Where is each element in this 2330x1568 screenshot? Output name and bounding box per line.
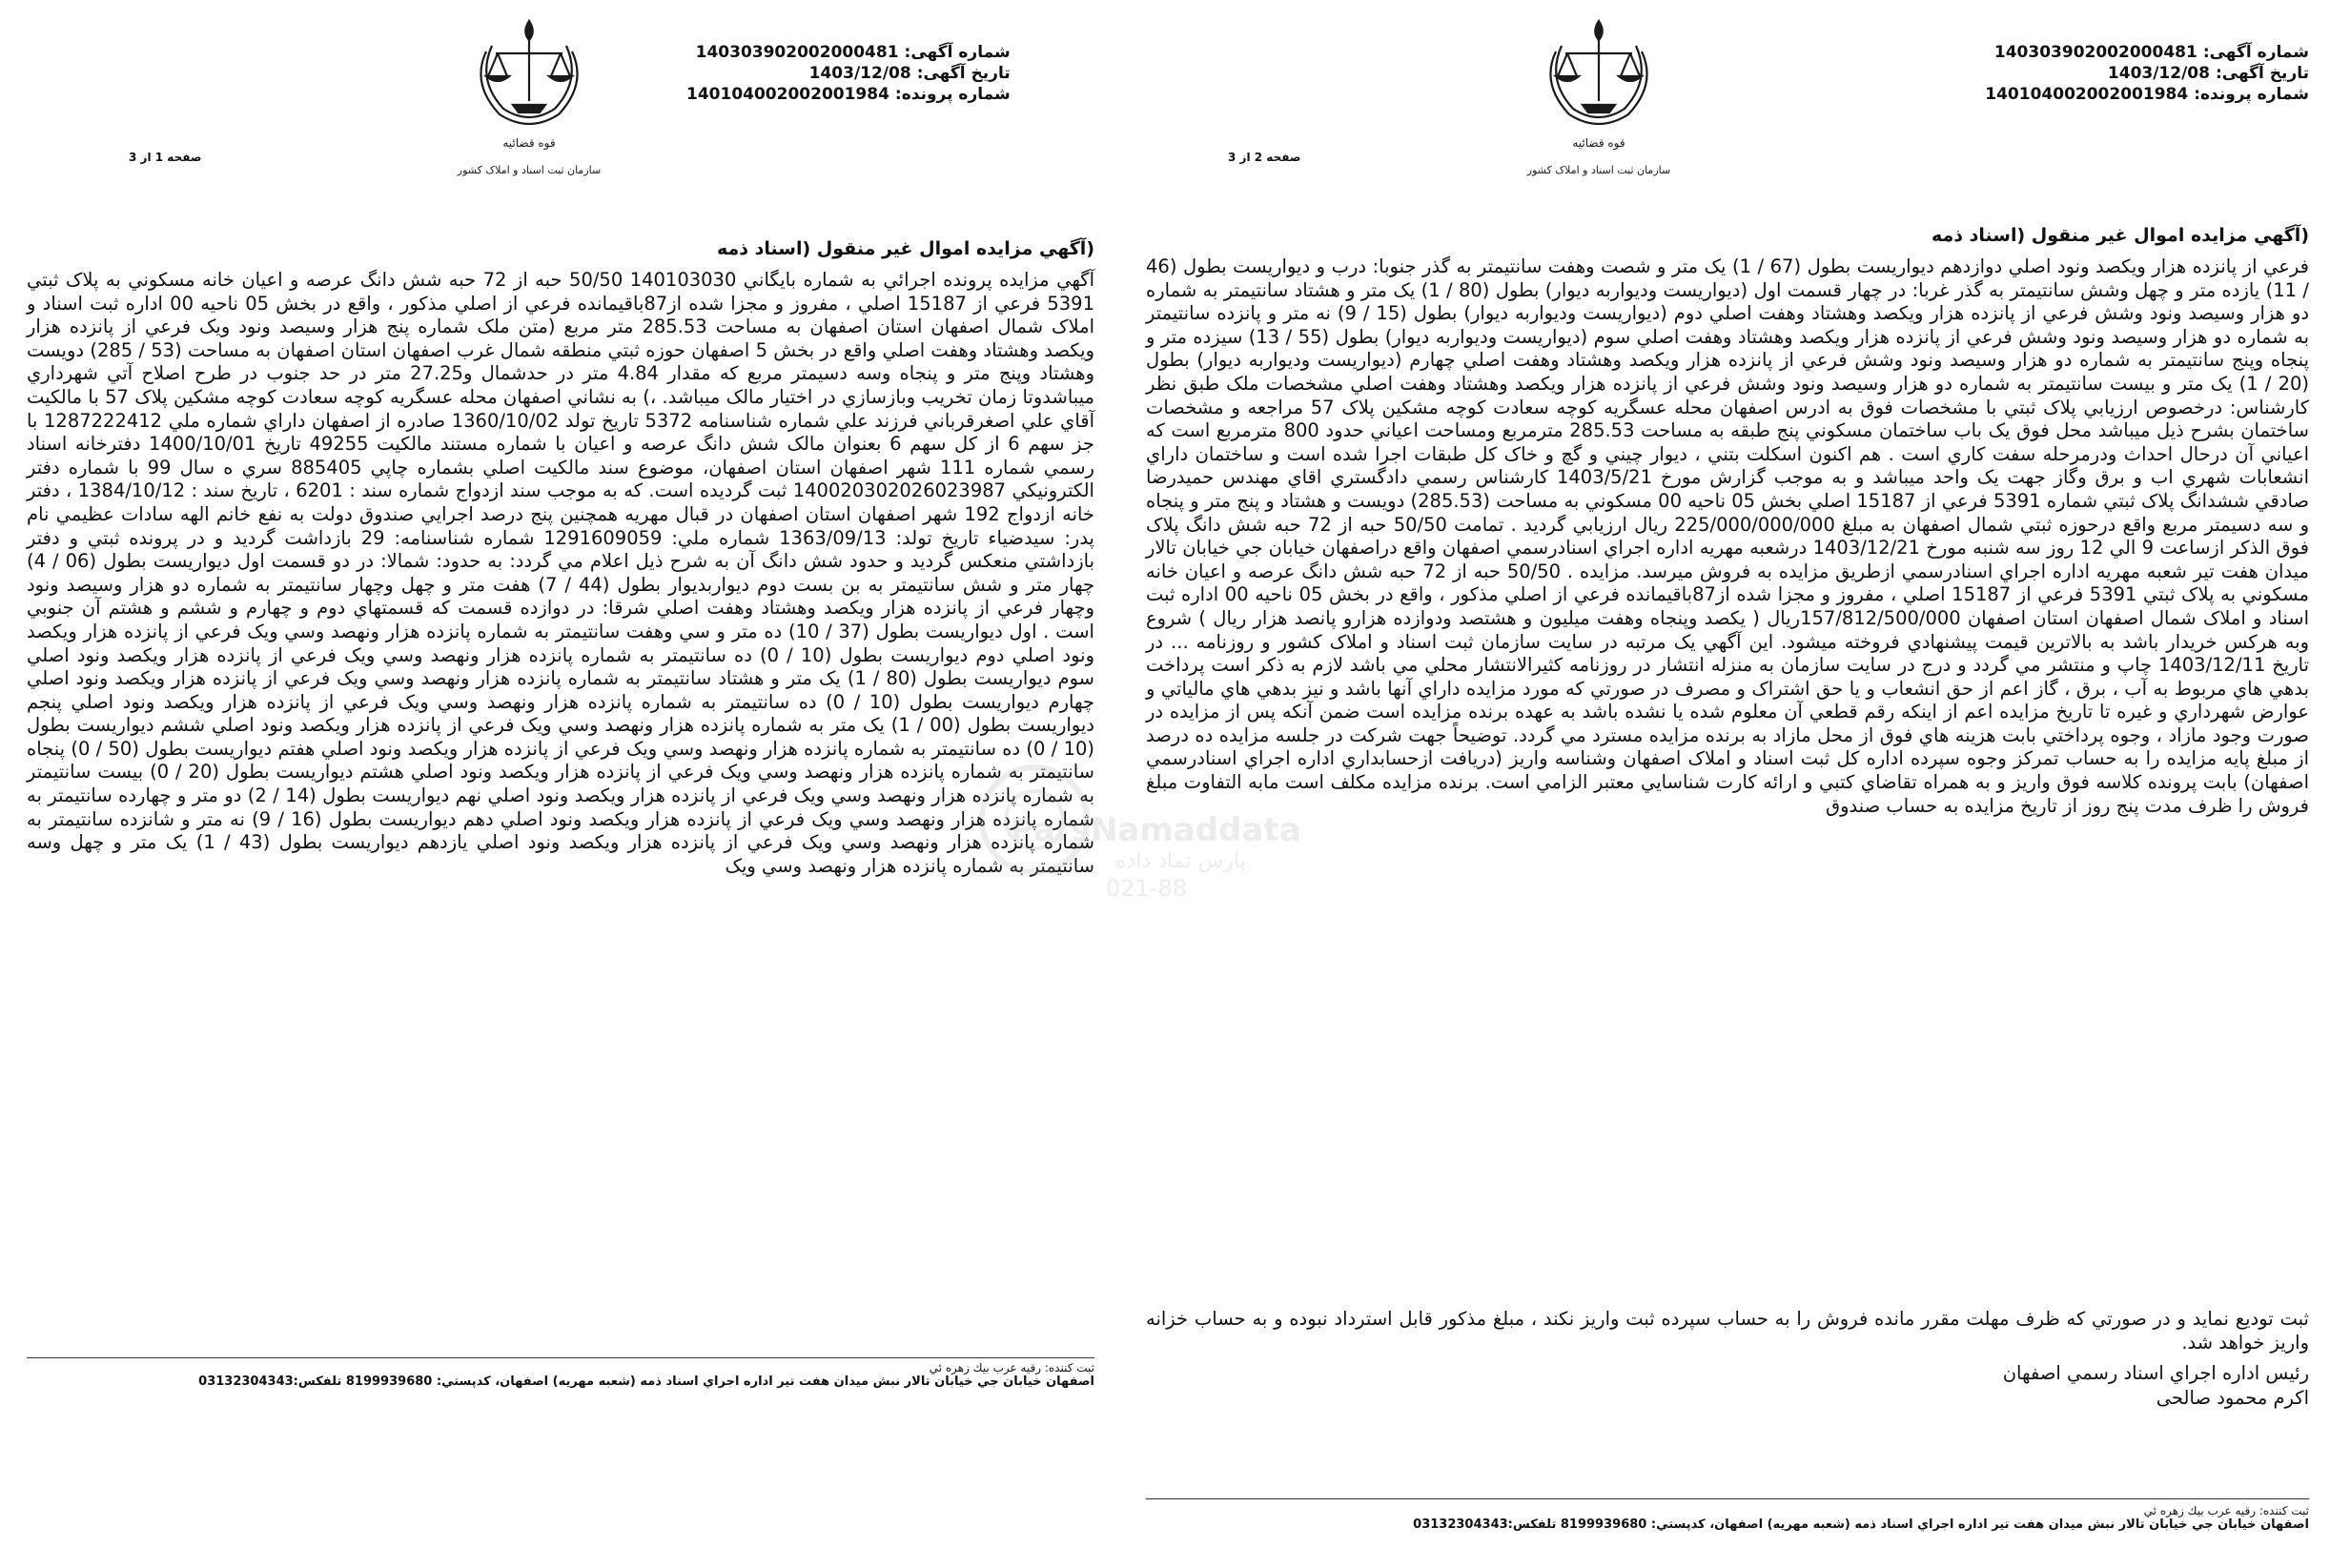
footer-registrar: ثبت كننده: رقيه عرب بيك زهره ئي xyxy=(2143,1504,2309,1517)
footer-address: اصفهان خيابان جي خيابان تالار نبش ميدان هفت تير اداره اجراي اسناد ذمه (شعبه مهريه) اصفهان، كدپستي: 8199939680 تلفكس:03132304343 xyxy=(1413,1517,2309,1532)
watermark-subtext: پارس نماد داده xyxy=(1115,849,1246,873)
emblem-text-top: قوه قضائیه xyxy=(1572,136,1625,150)
notice-title: (آگهي مزايده اموال غير منقول (اسناد ذمه xyxy=(1931,225,2309,246)
emblem-text-bottom: سازمان ثبت اسناد و املاک کشور xyxy=(1526,164,1671,176)
footer-registrar: ثبت كننده: رقيه عرب بيك زهره ئي xyxy=(929,1361,1094,1375)
page-2 xyxy=(1115,0,2330,1568)
notice-date: 1403/12/08 xyxy=(808,64,911,83)
signature-block xyxy=(2003,1361,2309,1411)
notice-number: 140303902002000481 xyxy=(1993,43,2197,62)
notice-meta xyxy=(686,42,1011,105)
notice-date-label: تاریخ آگهی: xyxy=(2215,64,2309,83)
file-number-row xyxy=(686,84,1011,105)
judiciary-emblem-icon xyxy=(1527,13,1670,194)
notice-number-row xyxy=(686,42,1011,63)
notice-date-label: تاریخ آگهی: xyxy=(916,64,1011,83)
notice-closing: ثبت توديع نمايد و در صورتي که ظرف مهلت مقرر مانده فروش را به حساب سپرده ثبت واريز نکند ، مبلغ مذکور قابل استرداد نبوده و به حساب خزانه واريز خواهد شد. xyxy=(1146,1308,2309,1354)
notice-meta xyxy=(1985,42,2309,105)
emblem-text-bottom: سازمان ثبت اسناد و املاک کشور xyxy=(457,164,602,176)
judiciary-emblem-icon xyxy=(458,13,601,194)
file-number-label: شماره پرونده: xyxy=(2194,85,2309,104)
notice-body: فرعي از پانزده هزار ويکصد ونود اصلي دوازدهم ديواريست بطول (67 / 1) يک متر و شصت وهفت سانتيمتر به گذر جنوبا: درب و ديواريست بطول (46 / 11) يازده متر و چهل وشش سانتيمتر به گذر غربا: در چهار قسمت اول (ديواريست وديواربه ديوار) بطول (80 / 1) يک متر و هشتاد سانتيمتر به شماره دو هزار وسيصد ونود وشش فرعي از پانزده هزار ويکصد وهشتاد وهفت اصلي دوم (ديواريست وديواربه ديوار) بطول (15 / 9) نه متر و پانزده سانتيمتر به شماره دو هزار وسيصد ونود وشش فرعي از پانزده هزار ويکصد وهشتاد وهفت اصلي سوم (ديواريست وديواربه ديوار) بطول (55 / 13) سيزده متر و پنجاه وپنج سانتيمتر به شماره دو هزار وسيصد ونود وشش فرعي از پانزده هزار ويکصد وهشتاد وهفت اصلي چهارم (ديواريست وديواربه ديوار) بطول (20 / 1) يک متر و بيست سانتيمتر به شماره دو هزار وسيصد ونود وشش فرعي از پانزده هزار ويکصد وهشتاد وهفت اصلي مشخصات ملک طبق نظر کارشناس: درخصوص ارزيابي پلاک ثبتي با مشخصات فوق به ادرس اصفهان محله عسگريه کوچه سعادت کوچه مشکين پلاک 57 مراجعه و مشخصات ساختمان بشرح ذيل ميباشد محل فوق يک باب ساختمان مسکوني پنج طبقه به مساحت 285.53 مترمربع ومساحت اعياني حدود 800 مترمربع است که اعياني آن درحال احداث ودرمرحله سفت کاري است . هم اکنون اسکلت بتني ، ديوار چيني و گچ و خاک کل طبقات اجرا شده است و ساختمان داراي انشعابات شهري اب و برق وگاز جهت يک واحد ميباشد و به موجب گزارش مورخ 1403/5/21 کارشناس رسمي دادگستري اقاي مهندس حميدرضا صادقي ششدانگ پلاک ثبتي شماره 5391 فرعي از 15187 اصلي بخش 05 ناحيه 00 مسکوني به مساحت (285.53) دويست و هشتاد و پنج متر و پنجاه و سه دسيمتر مربع واقع درحوزه ثبتي شمال اصفهان به مبلغ 225/000/000/000 ريال ارزيابي گرديد . تمامت 50/50 حبه از 72 حبه شش دانگ پلاک فوق الذکر ازساعت 9 الي 12 روز سه شنبه مورخ 1403/12/21 درشعبه مهريه اداره اجراي اسنادرسمي اصفهان واقع دراصفهان خيابان جي خيابان تالار ميدان هفت تير شعبه مهريه اداره اجراي اسنادرسمي ازطريق مزايده به فروش ميرسد. مزايده . 50/50 حبه از 72 حبه شش دانگ عرصه و اعيان خانه مسکوني به پلاک ثبتي 5391 فرعي از 15187 اصلي ، مفروز و مجزا شده از87باقيمانده فرعي از اصلي مذکور ، واقع در بخش 05 ناحيه 00 اداره ثبت اسناد و املاک شمال اصفهان استان اصفهان 157/812/500/000ريال ( يکصد وپنجاه وهفت ميليون و هشتصد ودوازده هزارو پانصد هزار ريال ) شروع وبه هرکس خريدار باشد به بالاترين قيمت پيشنهادي فروخته ميشود. اين آگهي يک مرتبه در سايت سازمان ثبت اسناد و املاک کشور و روزنامه ... در تاريخ 1403/12/11 چاپ و منتشر مي گردد و درج در سايت سازمان به منزله انتشار در روزنامه کثيرالانتشار محلي مي باشد لازم به ذکر است پرداخت بدهي هاي مربوط به آب ، برق ، گاز اعم از حق انشعاب و يا حق اشتراک و مصرف در صورتي که مورد مزايده داراي آنها باشد و نيز بدهي هاي مالياتي و عوارض شهرداري و غيره تا تاريخ مزايده اعم از اينکه رقم قطعي آن معلوم شده يا نشده باشد به عهده برنده مزايده است ضمن آنکه پس از مزايده در صورت وجود مازاد ، وجوه پرداختي بابت هزينه هاي فوق از محل مازاد به برنده مزايده مسترد مي گردد. توضيحاً جهت شرکت در جلسه مزايده ده درصد از مبلغ پايه مزايده را به حساب تمرکز وجوه سپرده اداره کل ثبت اسناد و املاک اصفهان وشناسه واريز (دريافت ازحسابداري اداره اجراي اسنادرسمي اصفهان) بابت پرونده کلاسه فوق واريز و به همراه تقاضاي کتبي و ارائه کارت شناسايي معتبر الزامي است. برنده مزايده مکلف است مابه التفاوت مبلغ فروش را ظرف مدت پنج روز از تاريخ مزايده به حساب صندوق xyxy=(1146,255,2310,817)
signature-title: رئيس اداره اجراي اسناد رسمي اصفهان xyxy=(2002,1362,2309,1384)
notice-number-label: شماره آگهی: xyxy=(2202,43,2309,62)
file-number-row xyxy=(1985,84,2309,105)
notice-number-row xyxy=(1985,42,2309,63)
file-number-label: شماره پرونده: xyxy=(894,85,1011,104)
notice-date-row xyxy=(1985,63,2309,84)
emblem-text-top: قوه قضائیه xyxy=(502,136,556,150)
page-indicator: صفحه 1 از 3 xyxy=(129,151,202,164)
page-1 xyxy=(0,0,1115,1568)
watermark-phone: 021-88 xyxy=(1106,875,1188,902)
file-number: 140104002002001984 xyxy=(686,85,889,104)
footer-divider xyxy=(27,1357,1094,1358)
page-footer xyxy=(1413,1504,2309,1532)
footer-address: اصفهان خيابان جي خيابان تالار نبش ميدان هفت تير اداره اجراي اسناد ذمه (شعبه مهريه) اصفهان، كدپستي: 8199939680 تلفكس:03132304343 xyxy=(198,1375,1094,1389)
notice-date: 1403/12/08 xyxy=(2107,64,2210,83)
notice-body: آگهي مزايده پرونده اجرائي به شماره بايگاني 140103030 50/50 حبه از 72 حبه شش دانگ عرصه و اعيان خانه مسکوني به پلاک ثبتي 5391 فرعي از 15187 اصلي ، مفروز و مجزا شده از87باقيمانده فرعي از اصلي مذکور ، واقع در بخش 05 ناحيه 00 اداره ثبت اسناد و املاک شمال اصفهان استان اصفهان به مساحت 285.53 متر مربع (متن ملک شماره پنج هزار وسيصد ونود ويک فرعي از پانزده هزار ويکصد وهشتاد وهفت اصلي واقع در بخش 5 اصفهان حوزه ثبتي منطقه شمال غرب اصفهان استان اصفهان به مساحت (53 / 285) دويست وهشتاد وپنج متر و پنجاه وسه دسيمتر مربع که مقدار 4.84 متر در حدشمال و27.25 متر در حد جنوب در طرح اصلاح آتي شهرداري ميباشدوتا زمان تخريب وبازسازي در اختيار مالک ميباشد. ،) به نشاني اصفهان محله عسگريه کوچه سعادت کوچه مشکين پلاک 57 با مالکيت آقاي علي اصغرقرباني فرزند علي شماره شناسنامه 5372 تاريخ تولد 1360/10/02 صادره از اصفهان داراي شماره ملي 1287222412 با جز سهم 6 از کل سهم 6 بعنوان مالک شش دانگ عرصه و اعيان با شماره مستند مالکيت 49255 تاريخ 1400/10/01 دفترخانه اسناد رسمي شماره 111 شهر اصفهان استان اصفهان، موضوع سند مالکيت اصلي بشماره چاپي 885405 سري ه سال 99 با شماره دفتر الکترونيکي 140020302026023987 ثبت گرديده است. که به موجب سند ازدواج شماره سند : 6201 ، تاريخ سند : 1384/10/12 ، دفتر خانه ازدواج 192 شهر اصفهان استان اصفهان در قبال مهريه همچنين پنج درصد اجرايي صندوق دولت به نفع خانم الهه سادات عظيمي نام پدر: سيدضياء تاريخ تولد: 1363/09/13 شماره ملي: 1291609059 شماره شناسنامه: 29 بازداشت گرديد و در پرونده ثبتي و دفتر بازداشتي منعکس گرديد و حدود شش دانگ آن به شرح ذيل اعلام مي گردد: به حدود: شمالا: در دو قسمت اول ديواريست بطول (06 / 4) چهار متر و شش سانتيمتر به بن بست دوم ديواربديوار بطول (44 / 7) هفت متر و چهل وچهار سانتيمتر به شماره دو هزار وسيصد ونود وچهار فرعي از پانزده هزار ويکصد وهشتاد وهفت اصلي شرقا: در دوازده قسمت که قسمتهاي دوم و چهارم و ششم و هشتم آن جنوبي است . اول ديواريست بطول (37 / 10) ده متر و سي وهفت سانتيمتر به شماره پانزده هزار ونهصد وسي ويک فرعي از پانزده هزار ويکصد ونود اصلي دوم ديواريست بطول (10 / 0) ده سانتيمتر به شماره پانزده هزار ونهصد وسي ويک فرعي از پانزده هزار ويکصد ونود اصلي سوم ديواريست بطول (80 / 1) يک متر و هشتاد سانتيمتر به شماره پانزده هزار ونهصد وسي ويک فرعي از پانزده هزار ويکصد ونود اصلي چهارم ديواريست بطول (10 / 0) ده سانتيمتر به شماره پانزده هزار ونهصد وسي ويک فرعي از پانزده هزار ويکصد ونود اصلي پنجم ديواريست بطول (00 / 1) يک متر به شماره پانزده هزار ونهصد وسي ويک فرعي از پانزده هزار ويکصد ونود اصلي ششم ديواريست بطول (10 / 0) ده سانتيمتر به شماره پانزده هزار ونهصد وسي ويک فرعي از پانزده هزار ويکصد ونود اصلي هفتم ديواريست بطول (50 / 0) پنجاه سانتيمتر به شماره پانزده هزار ونهصد وسي ويک فرعي از پانزده هزار ويکصد ونود اصلي هشتم ديواريست بطول (20 / 0) بيست سانتيمتر به شماره پانزده هزار ونهصد وسي ويک فرعي از پانزده هزار ويکصد ونود اصلي نهم ديواريست بطول (14 / 2) دو متر و چهارده سانتيمتر به شماره پانزده هزار ونهصد وسي ويک فرعي از پانزده هزار ويکصد ونود اصلي دهم ديواريست بطول (16 / 9) نه متر و شانزده سانتيمتر به شماره پانزده هزار ونهصد وسي ويک فرعي از پانزده هزار ويکصد ونود اصلي يازدهم ديواريست بطول (43 / 1) يک متر و چهل وسه سانتيمتر به شماره پانزده هزار ونهصد وسي ويک xyxy=(27,269,1095,877)
notice-number: 140303902002000481 xyxy=(695,43,899,62)
notice-date-row xyxy=(686,63,1011,84)
watermark-text: ParsNamaddata xyxy=(1011,811,1301,849)
notice-number-label: شماره آگهی: xyxy=(904,43,1011,62)
page-footer xyxy=(198,1361,1094,1389)
page-indicator: صفحه 2 از 3 xyxy=(1228,151,1301,164)
signature-name: اکرم محمود صالحی xyxy=(2156,1387,2309,1409)
file-number: 140104002002001984 xyxy=(1985,85,2189,104)
notice-title: (آگهي مزايده اموال غير منقول (اسناد ذمه xyxy=(716,238,1094,259)
footer-divider xyxy=(1146,1498,2309,1499)
